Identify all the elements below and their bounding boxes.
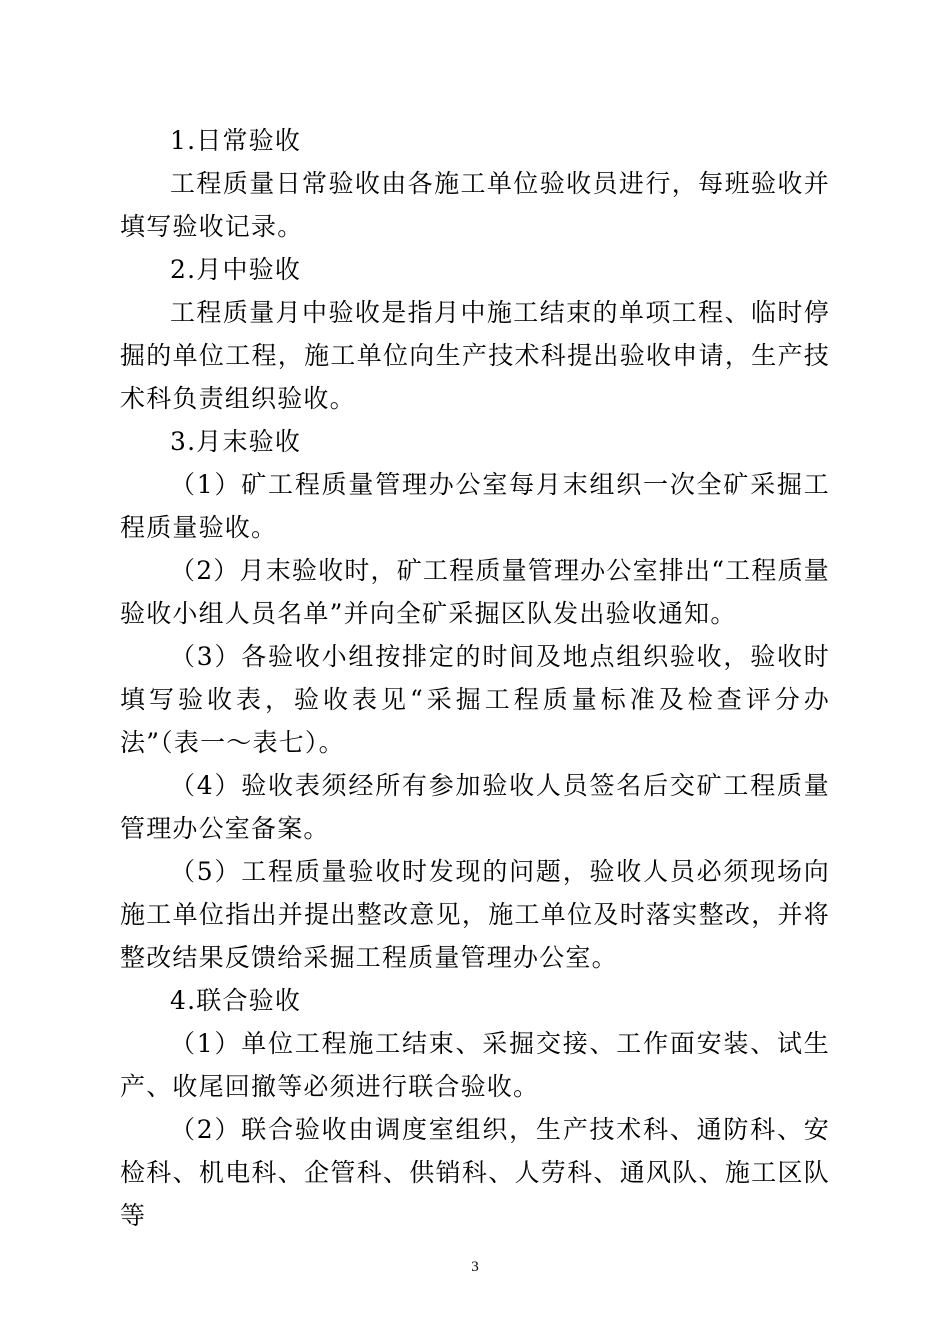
para-joint-item-2: （2）联合验收由调度室组织，生产技术科、通防科、安检科、机电科、企管科、供销科、人劳科、通风队、施工区队等 (120, 1115, 830, 1230)
page-number: 3 (471, 1259, 479, 1275)
para-midmonth-acceptance: 工程质量月中验收是指月中施工结束的单项工程、临时停掘的单位工程，施工单位向生产技术科提出验收申请，生产技术科负责组织验收。 (120, 298, 830, 413)
para-monthend-item-3: （3）各验收小组按排定的时间及地点组织验收，验收时填写验收表，验收表见“采掘工程质量标准及检查评分办法”（表一～表七）。 (120, 642, 830, 757)
heading-monthend-acceptance: 3.月末验收 (170, 427, 302, 456)
heading-midmonth-acceptance: 2.月中验收 (170, 255, 302, 284)
para-monthend-item-5: （5）工程质量验收时发现的问题，验收人员必须现场向施工单位指出并提出整改意见，施工单位及时落实整改，并将整改结果反馈给采掘工程质量管理办公室。 (120, 857, 830, 972)
para-monthend-item-2: （2）月末验收时，矿工程质量管理办公室排出“工程质量验收小组人员名单”并向全矿采掘区队发出验收通知。 (120, 556, 830, 628)
para-joint-item-1: （1）单位工程施工结束、采掘交接、工作面安装、试生产、收尾回撤等必须进行联合验收。 (120, 1029, 830, 1101)
heading-joint-acceptance: 4.联合验收 (170, 986, 302, 1015)
para-monthend-item-4: （4）验收表须经所有参加验收人员签名后交矿工程质量管理办公室备案。 (120, 771, 830, 843)
heading-daily-acceptance: 1.日常验收 (170, 126, 302, 155)
para-monthend-item-1: （1）矿工程质量管理办公室每月末组织一次全矿采掘工程质量验收。 (120, 470, 830, 542)
para-daily-acceptance: 工程质量日常验收由各施工单位验收员进行，每班验收并填写验收记录。 (120, 169, 830, 241)
